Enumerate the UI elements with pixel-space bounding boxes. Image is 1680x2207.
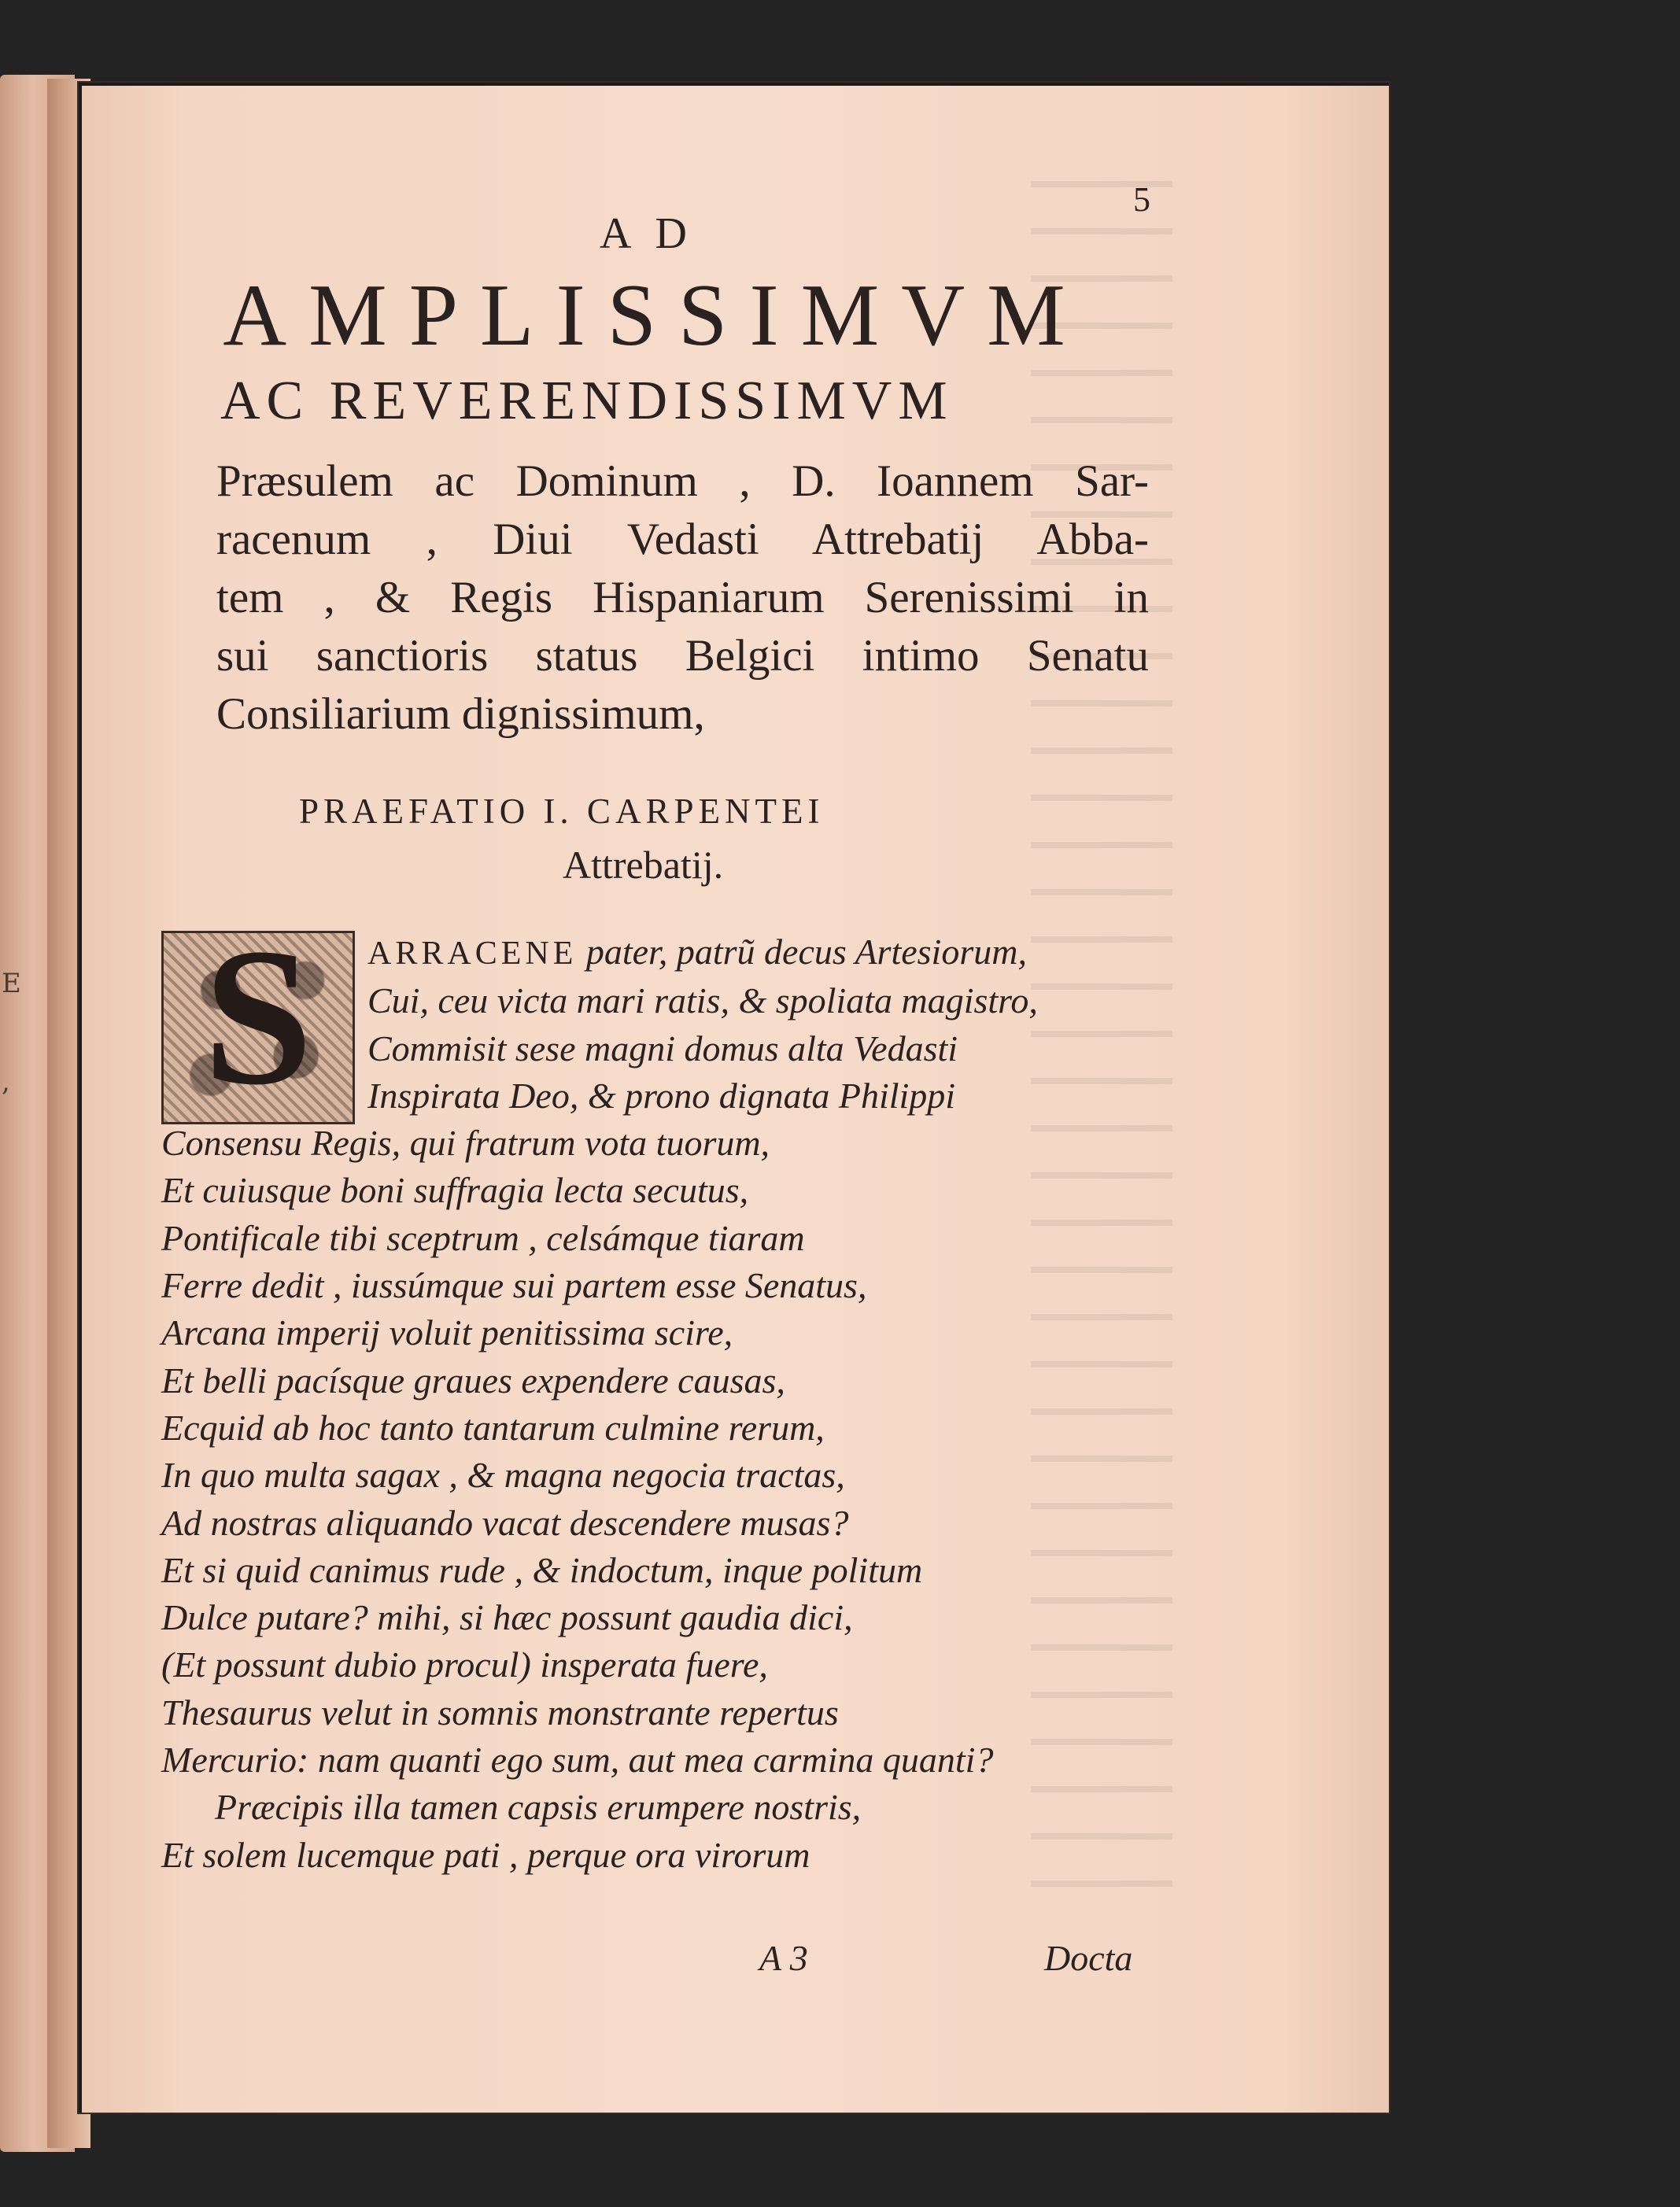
- dedication-line: racenum , Diui Vedasti Attrebatij Abba-: [216, 515, 1149, 564]
- verse-line: Arcana imperij voluit penitissima scire,: [161, 1312, 733, 1353]
- verse-line: Dulce putare? mihi, si hæc possunt gaudia dici,: [161, 1597, 853, 1638]
- praefatio-heading: PRAEFATIO I. CARPENTEI: [299, 792, 825, 831]
- dedication-line: tem , & Regis Hispaniarum Serenissimi in: [216, 573, 1149, 622]
- verse-line: Consensu Regis, qui fratrum vota tuorum,: [161, 1123, 770, 1164]
- verse-line: Pontificale tibi sceptrum , celsámque tiaram: [161, 1217, 805, 1258]
- page-number: 5: [1133, 180, 1150, 219]
- signature-mark: A 3: [759, 1938, 808, 1978]
- left-page-edge-mark: ,: [2, 1066, 10, 1098]
- verse-line: Mercurio: nam quanti ego sum, aut mea carmina quanti?: [161, 1740, 994, 1781]
- verse-line: Et cuiusque boni suffragia lecta secutus,: [161, 1170, 749, 1211]
- verse-line: (Et possunt dubio procul) insperata fuere,: [161, 1644, 768, 1685]
- verse-line: Ecquid ab hoc tanto tantarum culmine rerum,: [161, 1407, 825, 1448]
- verse-block: [161, 928, 1176, 1879]
- verse-line: In quo multa sagax , & magna negocia tractas,: [161, 1455, 845, 1496]
- left-page-edge-letter: E: [2, 968, 21, 999]
- verse-line: Commisit sese magni domus alta Vedasti: [367, 1028, 958, 1068]
- dedication-line: sui sanctioris status Belgici intimo Senatu: [216, 631, 1149, 681]
- praefatio-subheading: Attrebatij.: [563, 843, 724, 887]
- verse-line: Inspirata Deo, & prono dignata Philippi: [367, 1075, 956, 1116]
- catchword: Docta: [1044, 1938, 1133, 1978]
- verse-line: Ad nostras aliquando vacat descendere musas?: [161, 1502, 849, 1543]
- dedication-line: Consiliarium dignissimum,: [216, 689, 705, 739]
- verse-line: Cui, ceu victa mari ratis, & spoliata magistro,: [367, 980, 1038, 1021]
- dedication-line: Præsulem ac Dominum , D. Ioannem Sar-: [216, 456, 1149, 506]
- verse-line: Præcipis illa tamen capsis erumpere nostris,: [215, 1787, 862, 1828]
- heading-sub: AC REVERENDISSIMVM: [220, 371, 954, 431]
- verse-line: Thesaurus velut in somnis monstrante repertus: [161, 1692, 839, 1733]
- verse-first-word: ARRACENE: [367, 936, 578, 972]
- verse-line: Ferre dedit , iussúmque sui partem esse Senatus,: [161, 1265, 867, 1306]
- decorated-initial-letter: S: [203, 908, 313, 1126]
- verse-first-rest: pater, patrũ decus Artesiorum,: [577, 932, 1027, 972]
- heading-ad: AD: [600, 209, 711, 258]
- verse-line: Et solem lucemque pati , perque ora virorum: [161, 1834, 810, 1875]
- verse-line: Et belli pacísque graues expendere causas,: [161, 1360, 785, 1401]
- verse-line: Et si quid canimus rude , & indoctum, inque politum: [161, 1549, 923, 1590]
- heading-main: AMPLISSIMVM: [223, 267, 1087, 364]
- verse-line: [161, 928, 1176, 977]
- dedication-block: [216, 452, 1149, 744]
